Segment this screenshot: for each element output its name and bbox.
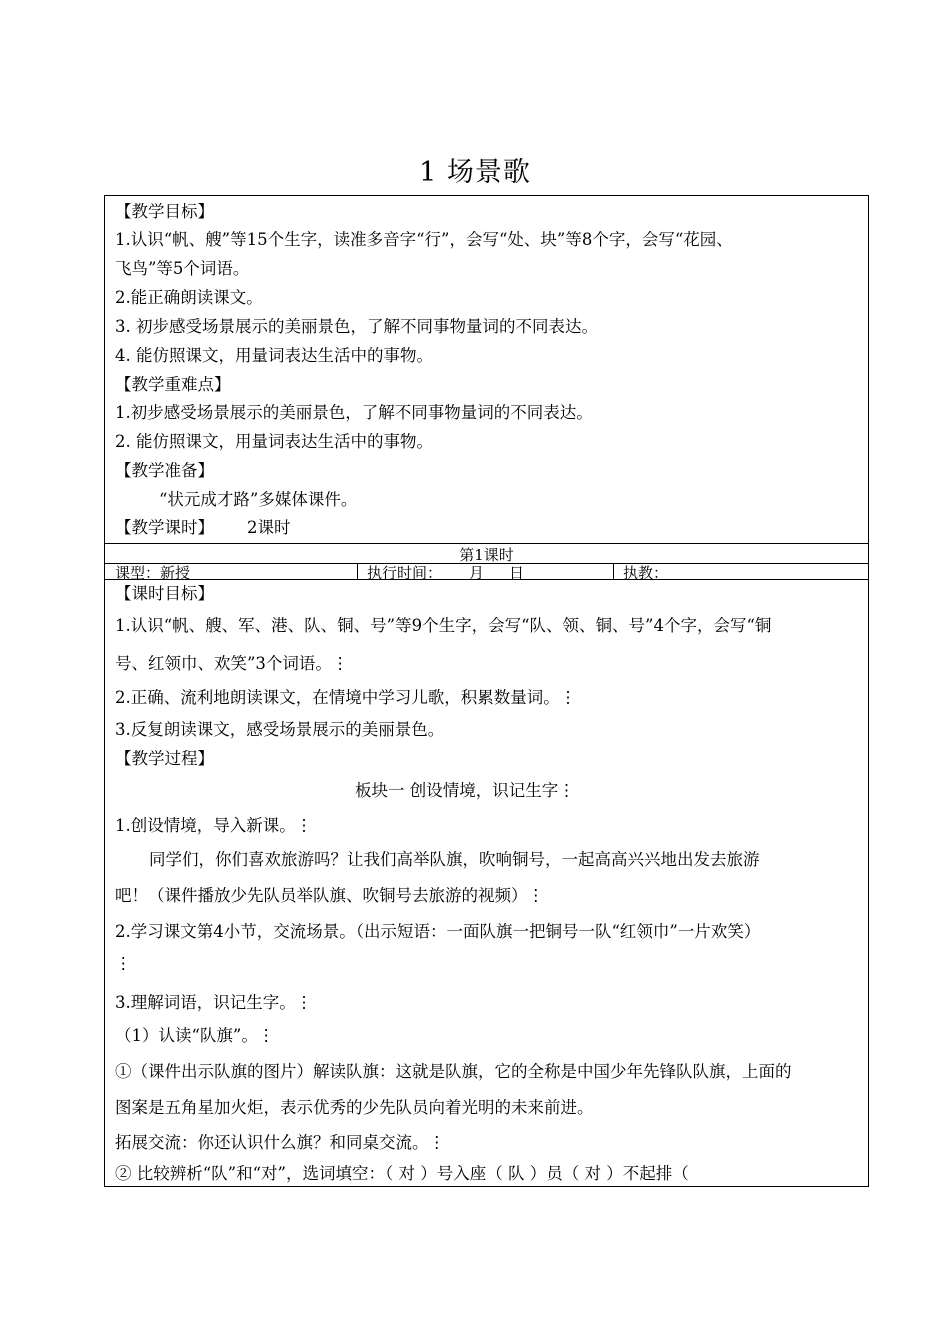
header-col-divider-1 <box>357 563 358 580</box>
step-1-text-a: 同学们，你们喜欢旅游吗？让我们高举队旗，吹响铜号，一起高高兴兴地出发去旅游 <box>149 850 760 869</box>
process-heading: 【教学过程】 <box>115 749 214 768</box>
header-col-divider-2 <box>613 563 614 580</box>
document-title: 1 场景歌 <box>419 157 531 188</box>
step-2-b: ⋮ <box>115 954 132 973</box>
hours-value: 2课时 <box>247 518 291 537</box>
lesson-goals-heading: 【课时目标】 <box>115 584 214 603</box>
execution-time-label: 执行时间： <box>367 564 443 582</box>
goal-1b: 飞鸟”等5个词语。 <box>115 259 250 278</box>
goals-heading: 【教学目标】 <box>115 202 214 221</box>
lesson-goal-2: 2.正确、流利地朗读课文，在情境中学习儿歌，积累数量词。⋮ <box>115 688 577 707</box>
step-1-text-b: 吧！（课件播放少先队员举队旗、吹铜号去旅游的视频）⋮ <box>115 886 544 905</box>
step-3: 3.理解词语，识记生字。⋮ <box>115 993 313 1012</box>
key-1: 1.初步感受场景展示的美丽景色，了解不同事物量词的不同表达。 <box>115 403 593 422</box>
overview-box <box>104 195 869 544</box>
step-3-extension: 拓展交流：你还认识什么旗？和同桌交流。⋮ <box>115 1133 445 1152</box>
step-3-1b: 图案是五角星加火炬，表示优秀的少先队员向着光明的未来前进。 <box>115 1098 594 1117</box>
prep-text: “状元成才路”多媒体课件。 <box>159 490 358 509</box>
block-1-heading: 板块一 创设情境，识记生字⋮ <box>355 781 575 800</box>
lesson-goal-3: 3.反复朗读课文，感受场景展示的美丽景色。 <box>115 720 445 739</box>
prep-heading: 【教学准备】 <box>115 461 214 480</box>
lesson-title: 第1课时 <box>459 546 514 564</box>
lesson-type: 课型：新授 <box>115 564 191 582</box>
header-divider <box>105 563 868 564</box>
teacher-label: 执教： <box>623 564 669 582</box>
step-2-a: 2.学习课文第4小节，交流场景。（出示短语：一面队旗一把铜号一队“红领巾”一片欢笑） <box>115 922 761 941</box>
lesson-goal-1b: 号、红领巾、欢笑”3个词语。⋮ <box>115 654 349 673</box>
step-3-2: ② 比较辨析“队”和“对”，选词填空：（ 对 ）号入座（ 队 ）员（ 对 ）不起排（ <box>115 1164 689 1183</box>
month-label: 月 <box>469 564 485 582</box>
step-1: 1.创设情境，导入新课。⋮ <box>115 816 313 835</box>
key-2: 2. 能仿照课文，用量词表达生活中的事物。 <box>115 432 433 451</box>
lesson-goal-1a: 1.认识“帆、艘、军、港、队、铜、号”等9个生字，会写“队、领、铜、号”4个字，会写“铜 <box>115 616 772 635</box>
goal-2: 2.能正确朗读课文。 <box>115 288 263 307</box>
lesson-body <box>104 579 869 1187</box>
day-label: 日 <box>509 564 525 582</box>
keys-heading: 【教学重难点】 <box>115 375 231 394</box>
step-3-1: （1）认读“队旗”。⋮ <box>115 1026 275 1045</box>
lesson-header <box>104 543 869 580</box>
goal-4: 4. 能仿照课文，用量词表达生活中的事物。 <box>115 346 433 365</box>
goal-3: 3. 初步感受场景展示的美丽景色，了解不同事物量词的不同表达。 <box>115 317 598 336</box>
goal-1a: 1.认识“帆、艘”等15个生字，读准多音字“行”，会写“处、块”等8个字，会写“花园、 <box>115 230 733 249</box>
hours-heading: 【教学课时】 <box>115 518 214 537</box>
step-3-1a: ①（课件出示队旗的图片）解读队旗：这就是队旗，它的全称是中国少年先锋队队旗，上面的 <box>115 1062 792 1081</box>
